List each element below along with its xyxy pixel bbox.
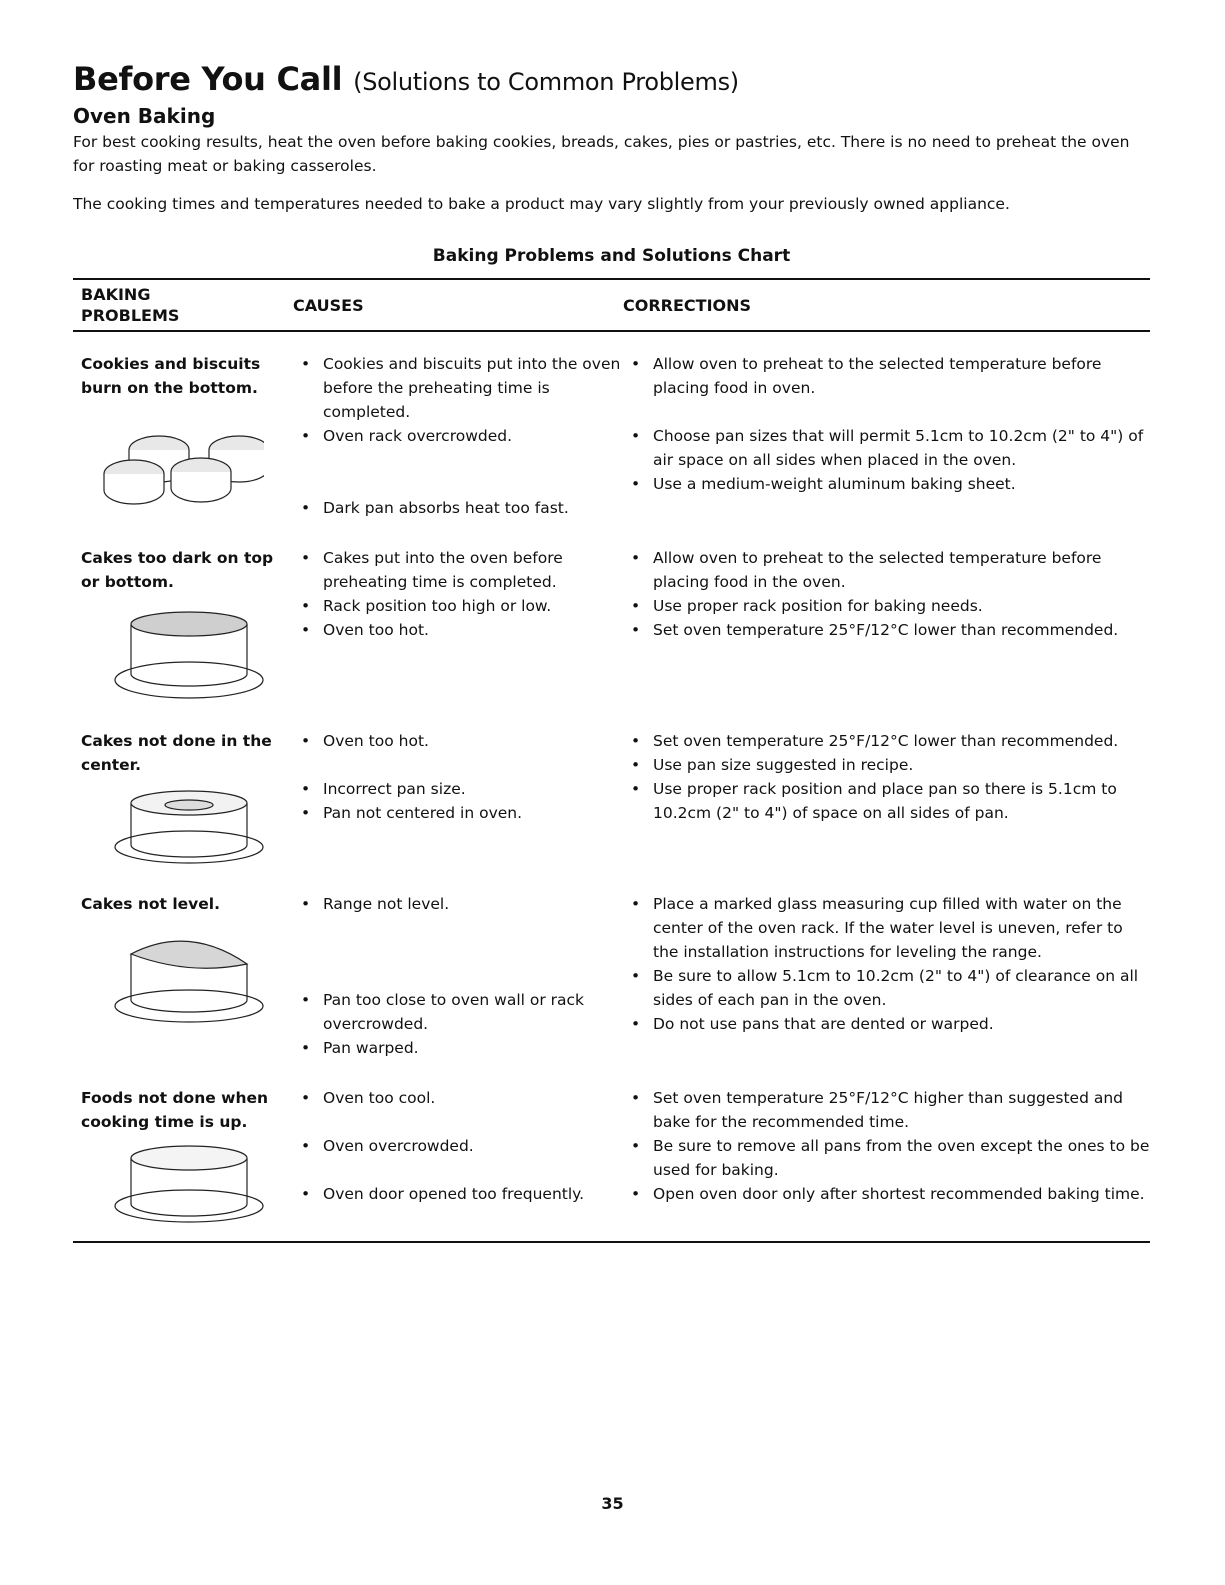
header-problems bbox=[73, 284, 293, 326]
correction-item: • Choose pan sizes that will permit 5.1cm to 10.2cm (2" to 4") of air space on all sides when placed in the oven. bbox=[623, 424, 1150, 472]
cake-undone-illustration bbox=[89, 785, 264, 865]
corrections-cell bbox=[623, 352, 1150, 520]
cause-item: • Cakes put into the oven before preheating time is completed. bbox=[293, 546, 623, 594]
cause-item: • Incorrect pan size. bbox=[293, 777, 623, 801]
problem-cell bbox=[73, 729, 293, 872]
cause-item: • Oven door opened too frequently. bbox=[293, 1182, 623, 1206]
page-number: 35 bbox=[601, 1494, 624, 1513]
corrections-cell bbox=[623, 546, 1150, 709]
cause-item: • Pan too close to oven wall or rack overcrowded. bbox=[293, 988, 623, 1036]
table-row bbox=[73, 546, 1150, 709]
header-problems-line2: PROBLEMS bbox=[81, 306, 180, 325]
problem-text: Cakes not level. bbox=[81, 895, 220, 913]
correction-item: • Be sure to allow 5.1cm to 10.2cm (2" to 4") of clearance on all sides of each pan in the oven. bbox=[623, 964, 1150, 1012]
cause-item: • Range not level. bbox=[293, 892, 623, 916]
header-corrections: CORRECTIONS bbox=[623, 295, 752, 315]
causes-cell bbox=[293, 1086, 623, 1231]
cause-item: • Oven too hot. bbox=[293, 618, 623, 642]
correction-item: • Allow oven to preheat to the selected temperature before placing food in the oven. bbox=[623, 546, 1150, 594]
table-row bbox=[73, 729, 1150, 872]
solutions-table bbox=[73, 278, 1150, 1243]
causes-cell bbox=[293, 892, 623, 1060]
title-sub: (Solutions to Common Problems) bbox=[353, 68, 739, 96]
cause-item: • Oven too hot. bbox=[293, 729, 623, 753]
problem-cell bbox=[73, 892, 293, 1060]
chart-title: Baking Problems and Solutions Chart bbox=[432, 246, 791, 266]
page bbox=[73, 60, 1150, 1243]
correction-item: • Use proper rack position for baking needs. bbox=[623, 594, 1150, 618]
correction-item: • Set oven temperature 25°F/12°C higher than suggested and bake for the recommended time. bbox=[623, 1086, 1150, 1134]
corrections-cell bbox=[623, 729, 1150, 872]
cause-item: • Oven rack overcrowded. bbox=[293, 424, 623, 448]
correction-item: • Do not use pans that are dented or warped. bbox=[623, 1012, 1150, 1036]
table-row bbox=[73, 1086, 1150, 1231]
problem-text: Cookies and biscuits burn on the bottom. bbox=[81, 355, 261, 397]
problem-text: Foods not done when cooking time is up. bbox=[81, 1089, 269, 1131]
corrections-cell bbox=[623, 1086, 1150, 1231]
cookies-illustration bbox=[89, 408, 264, 508]
correction-item: • Set oven temperature 25°F/12°C lower than recommended. bbox=[623, 729, 1150, 753]
table-header bbox=[73, 280, 1150, 332]
cake-dark-illustration bbox=[89, 602, 264, 702]
causes-cell bbox=[293, 729, 623, 872]
correction-item: • Use proper rack position and place pan so there is 5.1cm to 10.2cm (2" to 4") of space on all sides of pan. bbox=[623, 777, 1150, 825]
note-paragraph: The cooking times and temperatures needed to bake a product may vary slightly from your previously owned appliance. bbox=[73, 195, 1010, 213]
cause-item: • Oven overcrowded. bbox=[293, 1134, 623, 1158]
correction-item: • Place a marked glass measuring cup filled with water on the center of the oven rack. If the water level is uneven, refer to the installation instructions for leveling the range. bbox=[623, 892, 1150, 964]
cake-uneven-illustration bbox=[89, 924, 264, 1029]
corrections-cell bbox=[623, 892, 1150, 1060]
correction-item: • Set oven temperature 25°F/12°C lower than recommended. bbox=[623, 618, 1150, 642]
table-row bbox=[73, 892, 1150, 1060]
problem-text: Cakes too dark on top or bottom. bbox=[81, 549, 274, 591]
problem-cell bbox=[73, 546, 293, 709]
correction-item: • Use a medium-weight aluminum baking sheet. bbox=[623, 472, 1150, 496]
cause-item: • Oven too cool. bbox=[293, 1086, 623, 1110]
problem-cell bbox=[73, 352, 293, 520]
header-causes: CAUSES bbox=[293, 295, 364, 315]
causes-cell bbox=[293, 546, 623, 709]
problem-cell bbox=[73, 1086, 293, 1231]
cake-plain-illustration bbox=[89, 1142, 264, 1224]
causes-cell bbox=[293, 352, 623, 520]
cause-item: • Cookies and biscuits put into the oven before the preheating time is completed. bbox=[293, 352, 623, 424]
cause-item: • Pan warped. bbox=[293, 1036, 623, 1060]
problem-text: Cakes not done in the center. bbox=[81, 732, 272, 774]
correction-item: • Open oven door only after shortest recommended baking time. bbox=[623, 1182, 1150, 1206]
correction-item: • Use pan size suggested in recipe. bbox=[623, 753, 1150, 777]
intro-paragraph: For best cooking results, heat the oven before baking cookies, breads, cakes, pies or pastries, etc. There is no need to preheat the oven for roasting meat or baking casseroles. bbox=[73, 133, 1130, 175]
section-heading: Oven Baking bbox=[73, 104, 216, 128]
table-row bbox=[73, 352, 1150, 520]
cause-item: • Pan not centered in oven. bbox=[293, 801, 623, 825]
title-main: Before You Call bbox=[73, 60, 343, 98]
correction-item: • Allow oven to preheat to the selected temperature before placing food in oven. bbox=[623, 352, 1150, 400]
header-problems-line1: BAKING bbox=[81, 285, 151, 304]
page-title bbox=[73, 60, 1150, 98]
correction-item: • Be sure to remove all pans from the oven except the ones to be used for baking. bbox=[623, 1134, 1150, 1182]
cause-item: • Dark pan absorbs heat too fast. bbox=[293, 496, 623, 520]
cause-item: • Rack position too high or low. bbox=[293, 594, 623, 618]
